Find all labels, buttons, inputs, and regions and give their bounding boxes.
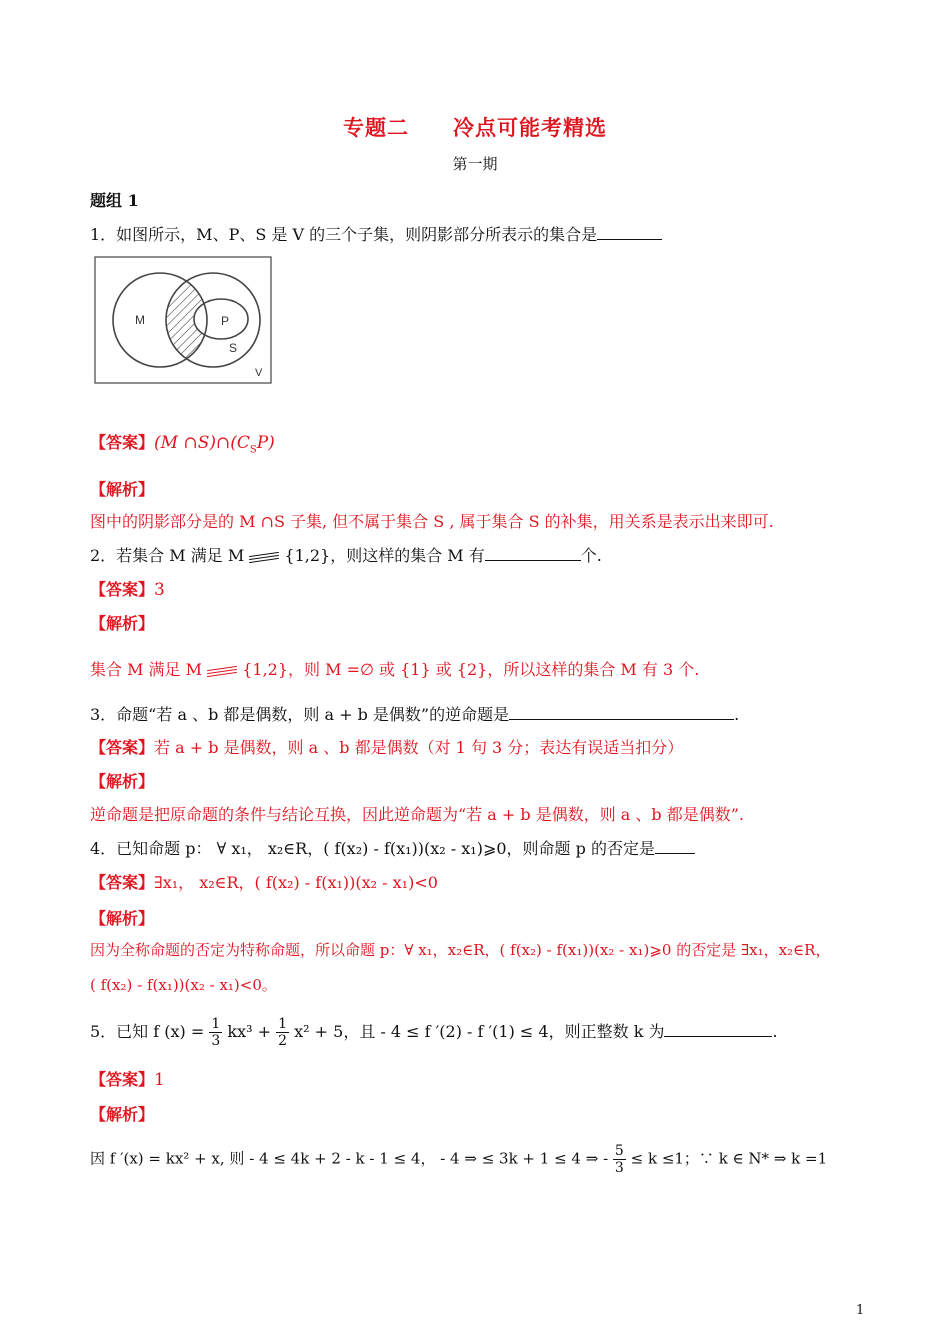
answer-3: 【答案】若 a + b 是偶数，则 a 、b 都是偶数（对 1 句 3 分；表达有误适当扣分） [90,738,684,757]
analysis-5: 因 f ′(x) = kx² + x, 则 - 4 ≤ 4k + 2 - k - 1 ≤ 4， - 4 ⇒ ≤ 3k + 1 ≤ 4 ⇒ - $\frac{5}{3}$ ≤ k ≤1；∵ k ∈ N* ⇒ k =1 [90,1143,828,1176]
fraction: $\frac{1}{2}$ [278,1016,288,1049]
answer-blank [664,1022,772,1037]
page-title: 专题二 冷点可能考精选 [343,115,607,140]
page-number: 1 [856,1303,865,1318]
answer-blank [597,225,662,240]
proper-subset-symbol [207,666,237,676]
label-v: V [255,367,263,379]
question-4: 4．已知命题 p： ∀ x₁， x₂∈R，( f(x₂) - f(x₁))(x₂ - x₁)⩾0，则命题 p 的否定是 [90,836,695,859]
analysis-4-line-2: ( f(x₂) - f(x₁))(x₂ - x₁)<0。 [90,976,277,994]
fraction: $\frac{1}{3}$ [211,1016,221,1049]
analysis-2-label: 【解析】 [90,614,155,633]
answer-2: 【答案】3 [90,580,165,600]
answer-4: 【答案】∃x₁， x₂∈R，( f(x₂) - f(x₁))(x₂ - x₁)<0 [90,873,438,892]
answer-blank [509,705,734,720]
label-m: M [135,313,145,327]
answer-blank [655,839,695,854]
analysis-3-label: 【解析】 [90,772,155,791]
question-3: 3．命题“若 a 、b 都是偶数，则 a + b 是偶数”的逆命题是 . [90,705,740,724]
analysis-3: 逆命题是把原命题的条件与结论互换，因此逆命题为“若 a + b 是偶数，则 a 、b 都是偶数”. [90,805,745,824]
label-s: S [229,341,238,355]
analysis-1-label: 【解析】 [90,480,155,499]
fraction: $\frac{5}{3}$ [614,1143,624,1176]
label-p: P [221,314,230,328]
analysis-5-label: 【解析】 [90,1105,155,1124]
answer-1: 【答案】(M $\cap S)\cap(C_SP)$ [90,433,275,456]
question-5: 5．已知 f (x) = $\frac{1}{3}$ kx³ + $\frac{1}{2}$ x² + 5，且 - 4 ≤ f ′(2) - f ′(1) ≤ 4，则正整数 k 为 . [90,1016,778,1049]
proper-subset-symbol [249,552,279,562]
analysis-2: 集合 M 满足 M {1,2}，则 M =∅ 或 {1} 或 {2}，所以这样的集合 M 有 3 个. [90,660,700,679]
group-title: 题组 1 [90,191,139,210]
question-1: 1．如图所示，M、P、S 是 V 的三个子集，则阴影部分所表示的集合是 [90,222,662,245]
question-2: 2．若集合 M 满足 M {1,2}，则这样的集合 M 有 个. [90,546,602,565]
page-subtitle: 第一期 [452,155,498,173]
venn-diagram [93,255,273,385]
analysis-4-label: 【解析】 [90,909,155,928]
analysis-1: 图中的阴影部分是的 M ∩S 子集, 但不属于集合 S , 属于集合 S 的补集，用关系是表示出来即可. [90,512,774,531]
analysis-4-line-1: 因为全称命题的否定为特称命题，所以命题 p：∀ x₁，x₂∈R，( f(x₂) - f(x₁))(x₂ - x₁)⩾0 的否定是 ∃x₁，x₂∈R， [90,941,831,959]
answer-blank [485,546,581,561]
answer-5: 【答案】1 [90,1070,165,1090]
